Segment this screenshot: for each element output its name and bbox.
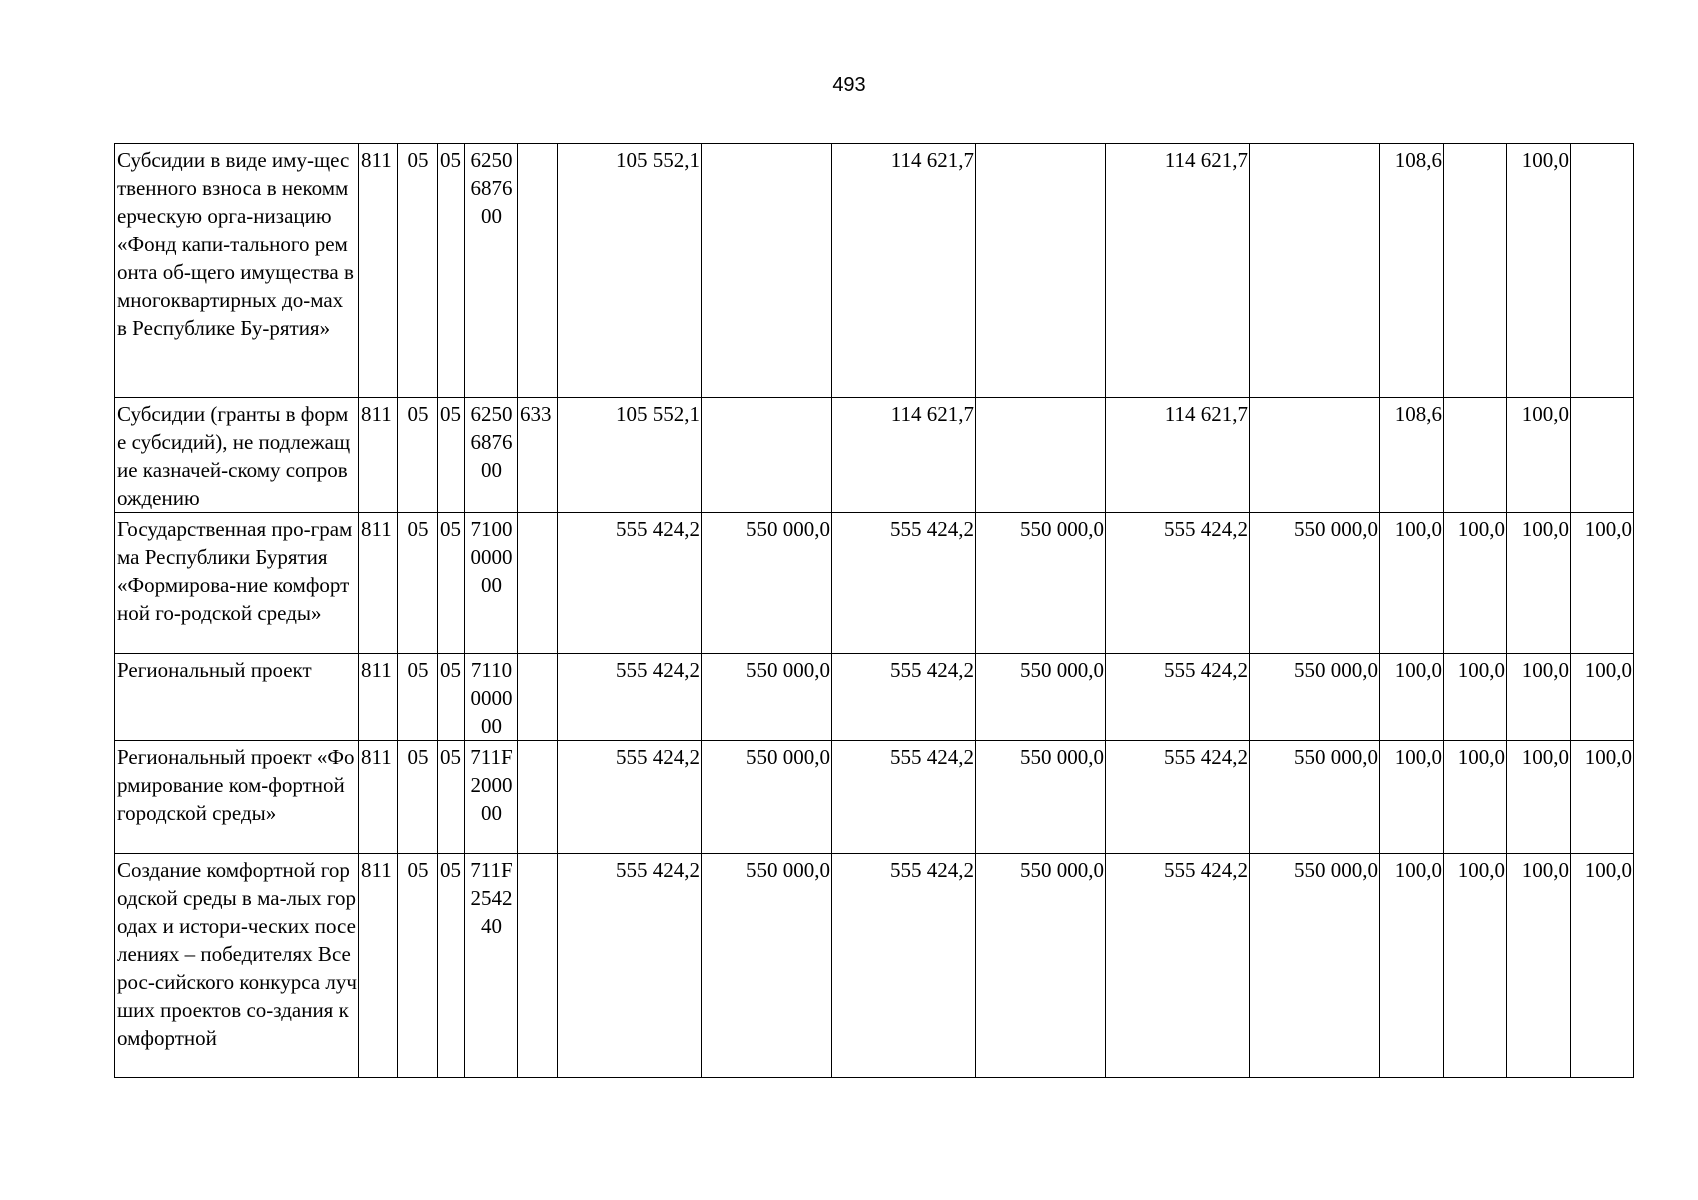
percent-refined-total: 100,0 <box>1507 741 1571 854</box>
plan-total: 555 424,2 <box>558 513 702 654</box>
target-article-code: 7100 0000 00 <box>465 513 518 654</box>
subsection-code: 05 <box>438 654 465 741</box>
target-article-code: 711F 2000 00 <box>465 741 518 854</box>
target-article-code: 6250 6876 00 <box>465 398 518 513</box>
budget-table-body <box>115 144 1634 1078</box>
percent-plan-total: 108,6 <box>1380 144 1444 398</box>
expense-type-code <box>518 654 558 741</box>
percent-plan-federal <box>1444 398 1507 513</box>
executed-total: 555 424,2 <box>1106 654 1250 741</box>
refined-total: 555 424,2 <box>832 513 976 654</box>
table-row <box>115 144 1634 398</box>
target-article-code: 6250 6876 00 <box>465 144 518 398</box>
table-row <box>115 854 1634 1078</box>
refined-federal <box>976 144 1106 398</box>
row-name: Субсидии в виде иму-щественного взноса в некоммерческую орга-низацию «Фонд капи-тального ремонта об-щего имущества в многоквартирных до-мах в Республике Бу-рятия» <box>115 144 359 398</box>
subsection-code: 05 <box>438 398 465 513</box>
plan-federal <box>702 398 832 513</box>
plan-federal: 550 000,0 <box>702 513 832 654</box>
plan-federal: 550 000,0 <box>702 654 832 741</box>
section-code: 05 <box>398 854 438 1078</box>
percent-plan-total: 100,0 <box>1380 654 1444 741</box>
plan-federal <box>702 144 832 398</box>
refined-federal: 550 000,0 <box>976 854 1106 1078</box>
percent-refined-federal: 100,0 <box>1571 854 1634 1078</box>
refined-federal: 550 000,0 <box>976 741 1106 854</box>
subsection-code: 05 <box>438 513 465 654</box>
section-code: 05 <box>398 398 438 513</box>
subsection-code: 05 <box>438 144 465 398</box>
executed-total: 555 424,2 <box>1106 513 1250 654</box>
refined-total: 555 424,2 <box>832 654 976 741</box>
ministry-code: 811 <box>359 741 398 854</box>
refined-total: 114 621,7 <box>832 398 976 513</box>
page-number: 493 <box>832 74 866 96</box>
expense-type-code: 633 <box>518 398 558 513</box>
subsection-code: 05 <box>438 741 465 854</box>
budget-table <box>114 143 1634 1078</box>
plan-total: 105 552,1 <box>558 144 702 398</box>
plan-federal: 550 000,0 <box>702 854 832 1078</box>
percent-refined-total: 100,0 <box>1507 854 1571 1078</box>
percent-refined-federal: 100,0 <box>1571 741 1634 854</box>
target-article-code: 711F 2542 40 <box>465 854 518 1078</box>
ministry-code: 811 <box>359 144 398 398</box>
percent-plan-total: 108,6 <box>1380 398 1444 513</box>
percent-refined-federal <box>1571 398 1634 513</box>
percent-plan-federal: 100,0 <box>1444 854 1507 1078</box>
ministry-code: 811 <box>359 654 398 741</box>
percent-plan-total: 100,0 <box>1380 741 1444 854</box>
row-name: Региональный проект <box>115 654 359 741</box>
ministry-code: 811 <box>359 398 398 513</box>
table-row <box>115 398 1634 513</box>
executed-federal: 550 000,0 <box>1250 741 1380 854</box>
percent-refined-federal: 100,0 <box>1571 654 1634 741</box>
row-name: Субсидии (гранты в форме субсидий), не подлежащие казначей-скому сопровождению <box>115 398 359 513</box>
executed-federal: 550 000,0 <box>1250 513 1380 654</box>
executed-total: 114 621,7 <box>1106 144 1250 398</box>
ministry-code: 811 <box>359 513 398 654</box>
expense-type-code <box>518 741 558 854</box>
executed-total: 555 424,2 <box>1106 741 1250 854</box>
section-code: 05 <box>398 741 438 854</box>
refined-total: 114 621,7 <box>832 144 976 398</box>
table-row <box>115 741 1634 854</box>
plan-total: 105 552,1 <box>558 398 702 513</box>
table-row <box>115 513 1634 654</box>
percent-plan-federal <box>1444 144 1507 398</box>
subsection-code: 05 <box>438 854 465 1078</box>
plan-total: 555 424,2 <box>558 654 702 741</box>
percent-refined-total: 100,0 <box>1507 654 1571 741</box>
percent-plan-federal: 100,0 <box>1444 513 1507 654</box>
plan-total: 555 424,2 <box>558 854 702 1078</box>
executed-total: 114 621,7 <box>1106 398 1250 513</box>
plan-total: 555 424,2 <box>558 741 702 854</box>
percent-plan-federal: 100,0 <box>1444 741 1507 854</box>
refined-federal: 550 000,0 <box>976 513 1106 654</box>
expense-type-code <box>518 513 558 654</box>
percent-plan-total: 100,0 <box>1380 854 1444 1078</box>
executed-federal: 550 000,0 <box>1250 654 1380 741</box>
percent-plan-federal: 100,0 <box>1444 654 1507 741</box>
percent-refined-federal: 100,0 <box>1571 513 1634 654</box>
expense-type-code <box>518 854 558 1078</box>
refined-federal <box>976 398 1106 513</box>
section-code: 05 <box>398 144 438 398</box>
executed-federal <box>1250 144 1380 398</box>
percent-refined-total: 100,0 <box>1507 144 1571 398</box>
section-code: 05 <box>398 654 438 741</box>
executed-federal <box>1250 398 1380 513</box>
row-name: Государственная про-грамма Республики Бурятия «Формирова-ние комфортной го-родской среды» <box>115 513 359 654</box>
executed-federal: 550 000,0 <box>1250 854 1380 1078</box>
refined-federal: 550 000,0 <box>976 654 1106 741</box>
refined-total: 555 424,2 <box>832 741 976 854</box>
percent-refined-total: 100,0 <box>1507 398 1571 513</box>
percent-refined-federal <box>1571 144 1634 398</box>
percent-refined-total: 100,0 <box>1507 513 1571 654</box>
section-code: 05 <box>398 513 438 654</box>
row-name: Региональный проект «Формирование ком-фортной городской среды» <box>115 741 359 854</box>
refined-total: 555 424,2 <box>832 854 976 1078</box>
plan-federal: 550 000,0 <box>702 741 832 854</box>
ministry-code: 811 <box>359 854 398 1078</box>
row-name: Создание комфортной городской среды в ма-лых городах и истори-ческих поселениях – победителях Всерос-сийского конкурса лучших проектов со-здания комфортной <box>115 854 359 1078</box>
executed-total: 555 424,2 <box>1106 854 1250 1078</box>
expense-type-code <box>518 144 558 398</box>
target-article-code: 7110 0000 00 <box>465 654 518 741</box>
percent-plan-total: 100,0 <box>1380 513 1444 654</box>
table-row <box>115 654 1634 741</box>
